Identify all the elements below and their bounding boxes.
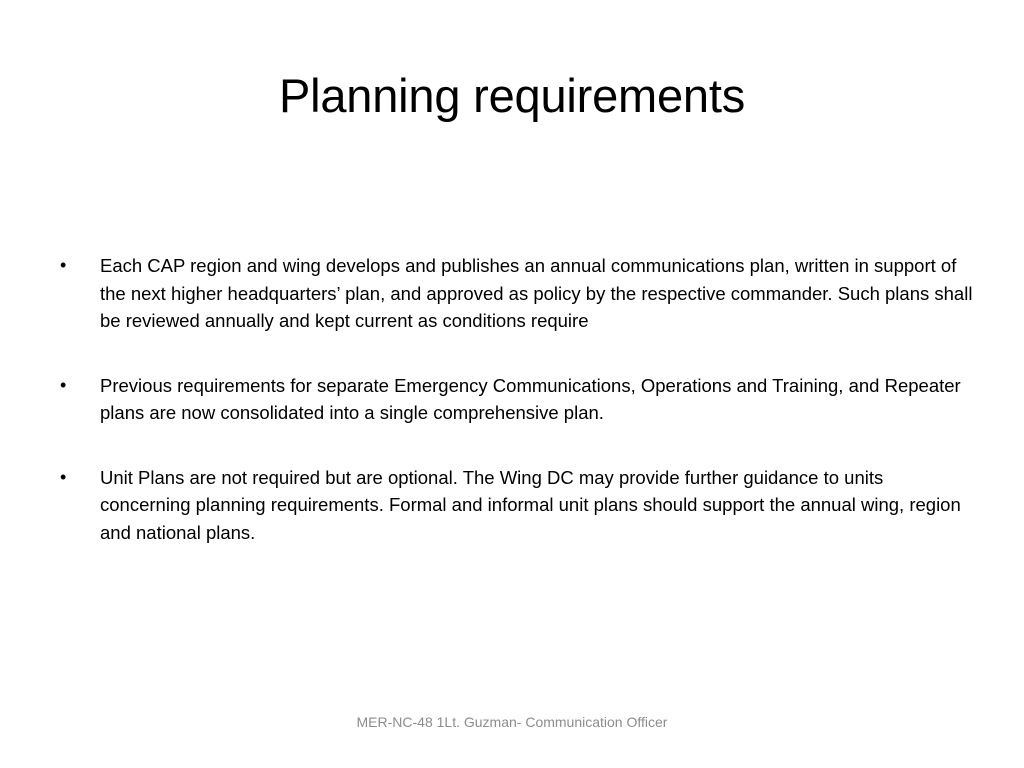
bullet-marker: • [60, 374, 67, 395]
bullet-item [58, 372, 973, 427]
bullet-marker: • [60, 255, 67, 275]
bullet-text: Unit Plans are not required but are optional. The Wing DC may provide further guidance to units concerning planning requirements. Formal and informal unit plans should support the annual wing, region and national plans. [100, 466, 961, 543]
bullet-item [58, 252, 973, 335]
bullet-list [58, 252, 973, 583]
slide-footer: MER-NC-48 1Lt. Guzman- Communication Officer [356, 714, 668, 730]
bullet-marker: • [60, 466, 67, 487]
bullet-text: Each CAP region and wing develops and publishes an annual communications plan, written in support of the next higher headquarters’ plan, and approved as policy by the respective commander. Such plans shall be reviewed annually and kept current as conditions require [100, 255, 973, 331]
slide-title: Planning requirements [278, 69, 746, 122]
bullet-text: Previous requirements for separate Emergency Communications, Operations and Training, and Repeater plans are now consolidated into a single comprehensive plan. [100, 374, 961, 423]
bullet-item [58, 464, 973, 547]
